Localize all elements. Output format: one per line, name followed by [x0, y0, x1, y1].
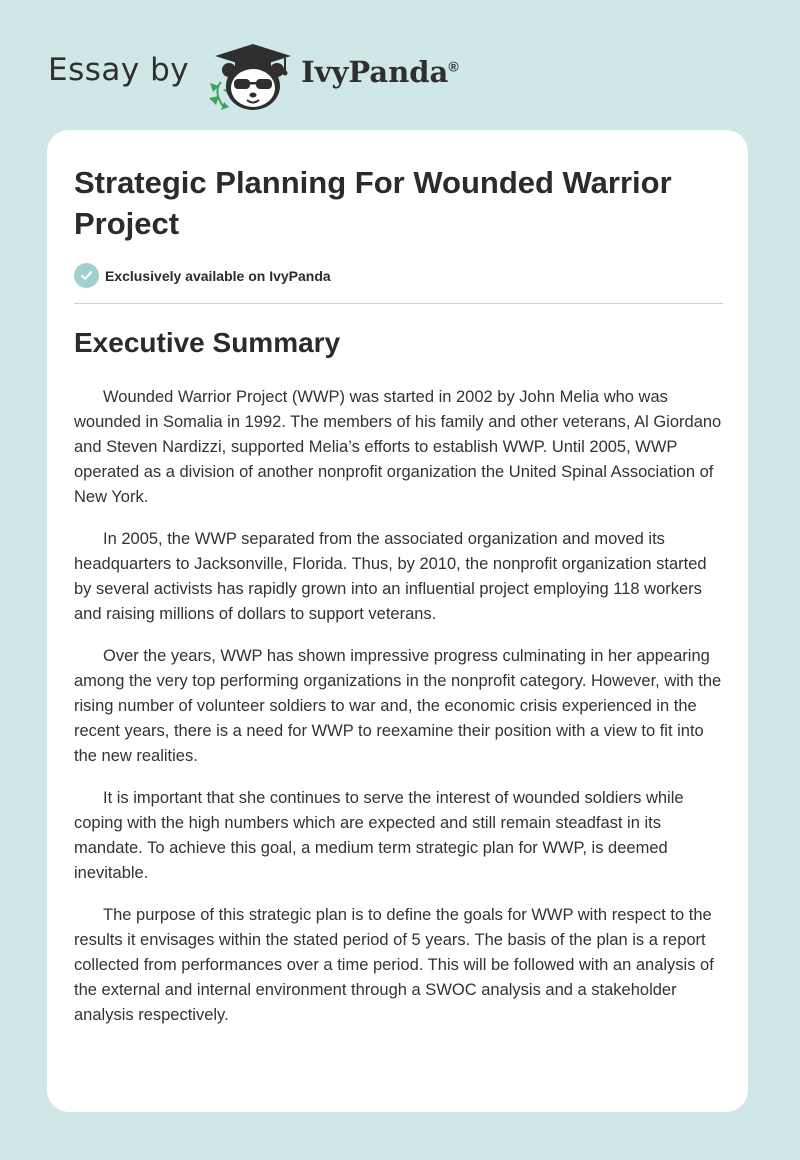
title-divider	[74, 303, 723, 304]
exclusive-badge	[74, 263, 331, 288]
paragraph-5: The purpose of this strategic plan is to define the goals for WWP with respect to the results it envisages within the stated period of 5 years. The basis of the plan is a report collected from performances over a time period. This will be followed with an analysis of the external and internal environment through a SWOC analysis and a stakeholder analysis respectively.	[74, 906, 714, 1024]
essay-title: Strategic Planning For Wounded Warrior Project	[74, 165, 672, 241]
registered-mark: ®	[448, 58, 459, 75]
ivypanda-wordmark: IvyPanda®	[301, 55, 459, 89]
check-circle-icon	[74, 263, 99, 288]
section-heading: Executive Summary	[74, 327, 341, 358]
panda-graduate-logo-icon	[207, 36, 299, 112]
paragraph-2: In 2005, the WWP separated from the associated organization and moved its headquarters to Jacksonville, Florida. Thus, by 2010, the nonprofit organization started by several activists has rapidly grown into an influential project employing 118 workers and raising millions of dollars to support veterans.	[74, 530, 707, 623]
paragraph-1: Wounded Warrior Project (WWP) was started in 2002 by John Melia who was wounded in Somalia in 1992. The members of his family and other veterans, Al Giordano and Steven Nardizzi, supported Melia’s efforts to establish WWP. Until 2005, WWP operated as a division of another nonprofit organization the United Spinal Association of New York.	[74, 388, 722, 506]
paragraph-4: It is important that she continues to serve the interest of wounded soldiers while coping with the high numbers which are expected and still remain steadfast in its mandate. To achieve this goal, a medium term strategic plan for WWP, is deemed inevitable.	[74, 789, 684, 882]
paragraph-3: Over the years, WWP has shown impressive progress culminating in her appearing among the very top performing organizations in the nonprofit category. However, with the rising number of volunteer soldiers to war and, the economic crisis experienced in the recent years, there is a need for WWP to reexamine their position with a view to fit into the new realities.	[74, 647, 722, 765]
essay-body	[74, 385, 726, 1045]
exclusive-badge-label: Exclusively available on IvyPanda	[105, 267, 331, 284]
essay-by-label: Essay by	[48, 52, 190, 88]
site-header-brand[interactable]	[48, 36, 459, 112]
essay-card	[47, 130, 748, 1112]
